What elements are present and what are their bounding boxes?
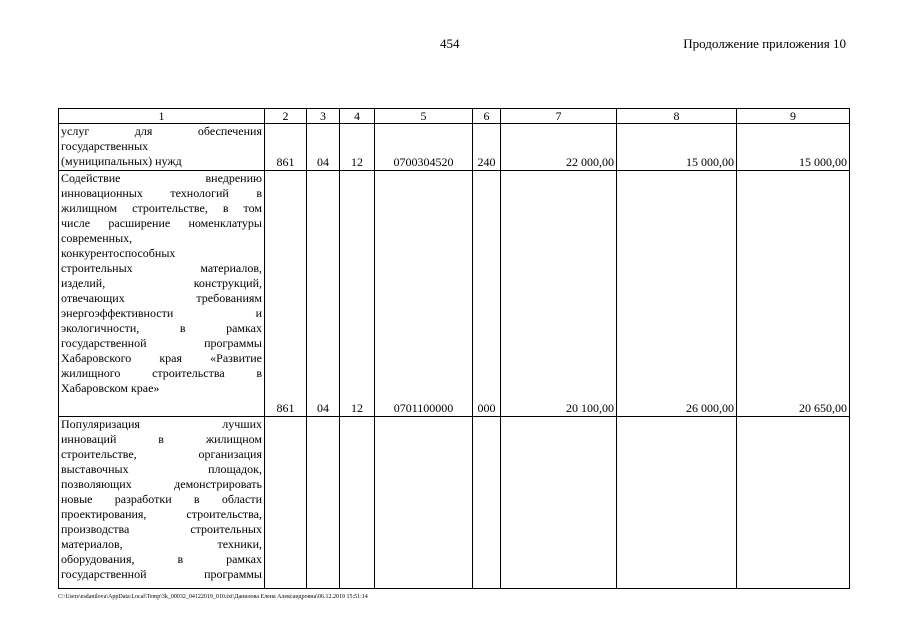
description-line: изделий, конструкций, (61, 276, 262, 290)
description-line: государственных (61, 139, 149, 153)
description-line: жилищном строительстве, в том (61, 201, 262, 215)
ministry-code: 861 (265, 171, 307, 417)
description-line: Хабаровском крае» (61, 381, 160, 395)
footer-file-path: C:\Users\esdanilova\AppData\Local\Temp\3k_00032_04122019_010.txt\Данилова Елена Александровна\06.12.2019 15:51:14 (58, 594, 368, 600)
description-line: проектирования, строительства, (61, 507, 262, 521)
table-body (59, 124, 850, 589)
page-number: 454 (440, 36, 460, 51)
column-header-7: 7 (501, 109, 617, 124)
description-line: Популяризация лучших (61, 417, 262, 431)
description-line: инновационных технологий в (61, 186, 262, 200)
amount-2022 (737, 417, 850, 589)
description-line: конкурентоспособных (61, 246, 176, 260)
amount-2020 (501, 417, 617, 589)
description-line: Хабаровского края «Развитие (61, 351, 262, 365)
description-line: новые разработки в области (61, 492, 262, 506)
budget-table (58, 108, 850, 589)
row-description (59, 124, 265, 171)
expense-type-code: 240 (473, 124, 501, 171)
section-code: 04 (307, 171, 340, 417)
subsection-code: 12 (340, 171, 375, 417)
column-header-1: 1 (59, 109, 265, 124)
table-header-row (59, 109, 850, 124)
target-article-code (375, 417, 473, 589)
amount-2021: 15 000,00 (617, 124, 737, 171)
table-row (59, 171, 850, 417)
amount-2022: 20 650,00 (737, 171, 850, 417)
target-article-code: 0701100000 (375, 171, 473, 417)
description-line: современных, (61, 231, 133, 245)
description-line: государственной программы (61, 567, 262, 581)
description-line: услуг для обеспечения (61, 124, 262, 138)
section-code: 04 (307, 124, 340, 171)
section-code (307, 417, 340, 589)
amount-2021 (617, 417, 737, 589)
column-header-5: 5 (375, 109, 473, 124)
amount-2022: 15 000,00 (737, 124, 850, 171)
description-line: оборудования, в рамках (61, 552, 262, 566)
ministry-code: 861 (265, 124, 307, 171)
subsection-code (340, 417, 375, 589)
description-line: материалов, техники, (61, 537, 262, 551)
description-line: Содействие внедрению (61, 171, 262, 185)
description-line: энергоэффективности и (61, 306, 262, 320)
row-description (59, 171, 265, 417)
ministry-code (265, 417, 307, 589)
description-line: производства строительных (61, 522, 262, 536)
column-header-6: 6 (473, 109, 501, 124)
description-line: строительных материалов, (61, 261, 262, 275)
continuation-label: Продолжение приложения 10 (683, 36, 846, 51)
description-line: государственной программы (61, 336, 262, 350)
description-line: экологичности, в рамках (61, 321, 262, 335)
column-header-3: 3 (307, 109, 340, 124)
table-row (59, 417, 850, 589)
description-line: числе расширение номенклатуры (61, 216, 262, 230)
row-description (59, 417, 265, 589)
description-line: позволяющих демонстрировать (61, 477, 262, 491)
amount-2020: 22 000,00 (501, 124, 617, 171)
target-article-code: 0700304520 (375, 124, 473, 171)
expense-type-code (473, 417, 501, 589)
description-line: отвечающих требованиям (61, 291, 262, 305)
description-line: (муниципальных) нужд (61, 154, 182, 168)
description-line: инноваций в жилищном (61, 432, 262, 446)
amount-2020: 20 100,00 (501, 171, 617, 417)
description-line: строительстве, организация (61, 447, 262, 461)
table-row (59, 124, 850, 171)
column-header-4: 4 (340, 109, 375, 124)
amount-2021: 26 000,00 (617, 171, 737, 417)
column-header-2: 2 (265, 109, 307, 124)
column-header-9: 9 (737, 109, 850, 124)
subsection-code: 12 (340, 124, 375, 171)
expense-type-code: 000 (473, 171, 501, 417)
column-header-8: 8 (617, 109, 737, 124)
description-line: жилищного строительства в (61, 366, 262, 380)
description-line: выставочных площадок, (61, 462, 262, 476)
